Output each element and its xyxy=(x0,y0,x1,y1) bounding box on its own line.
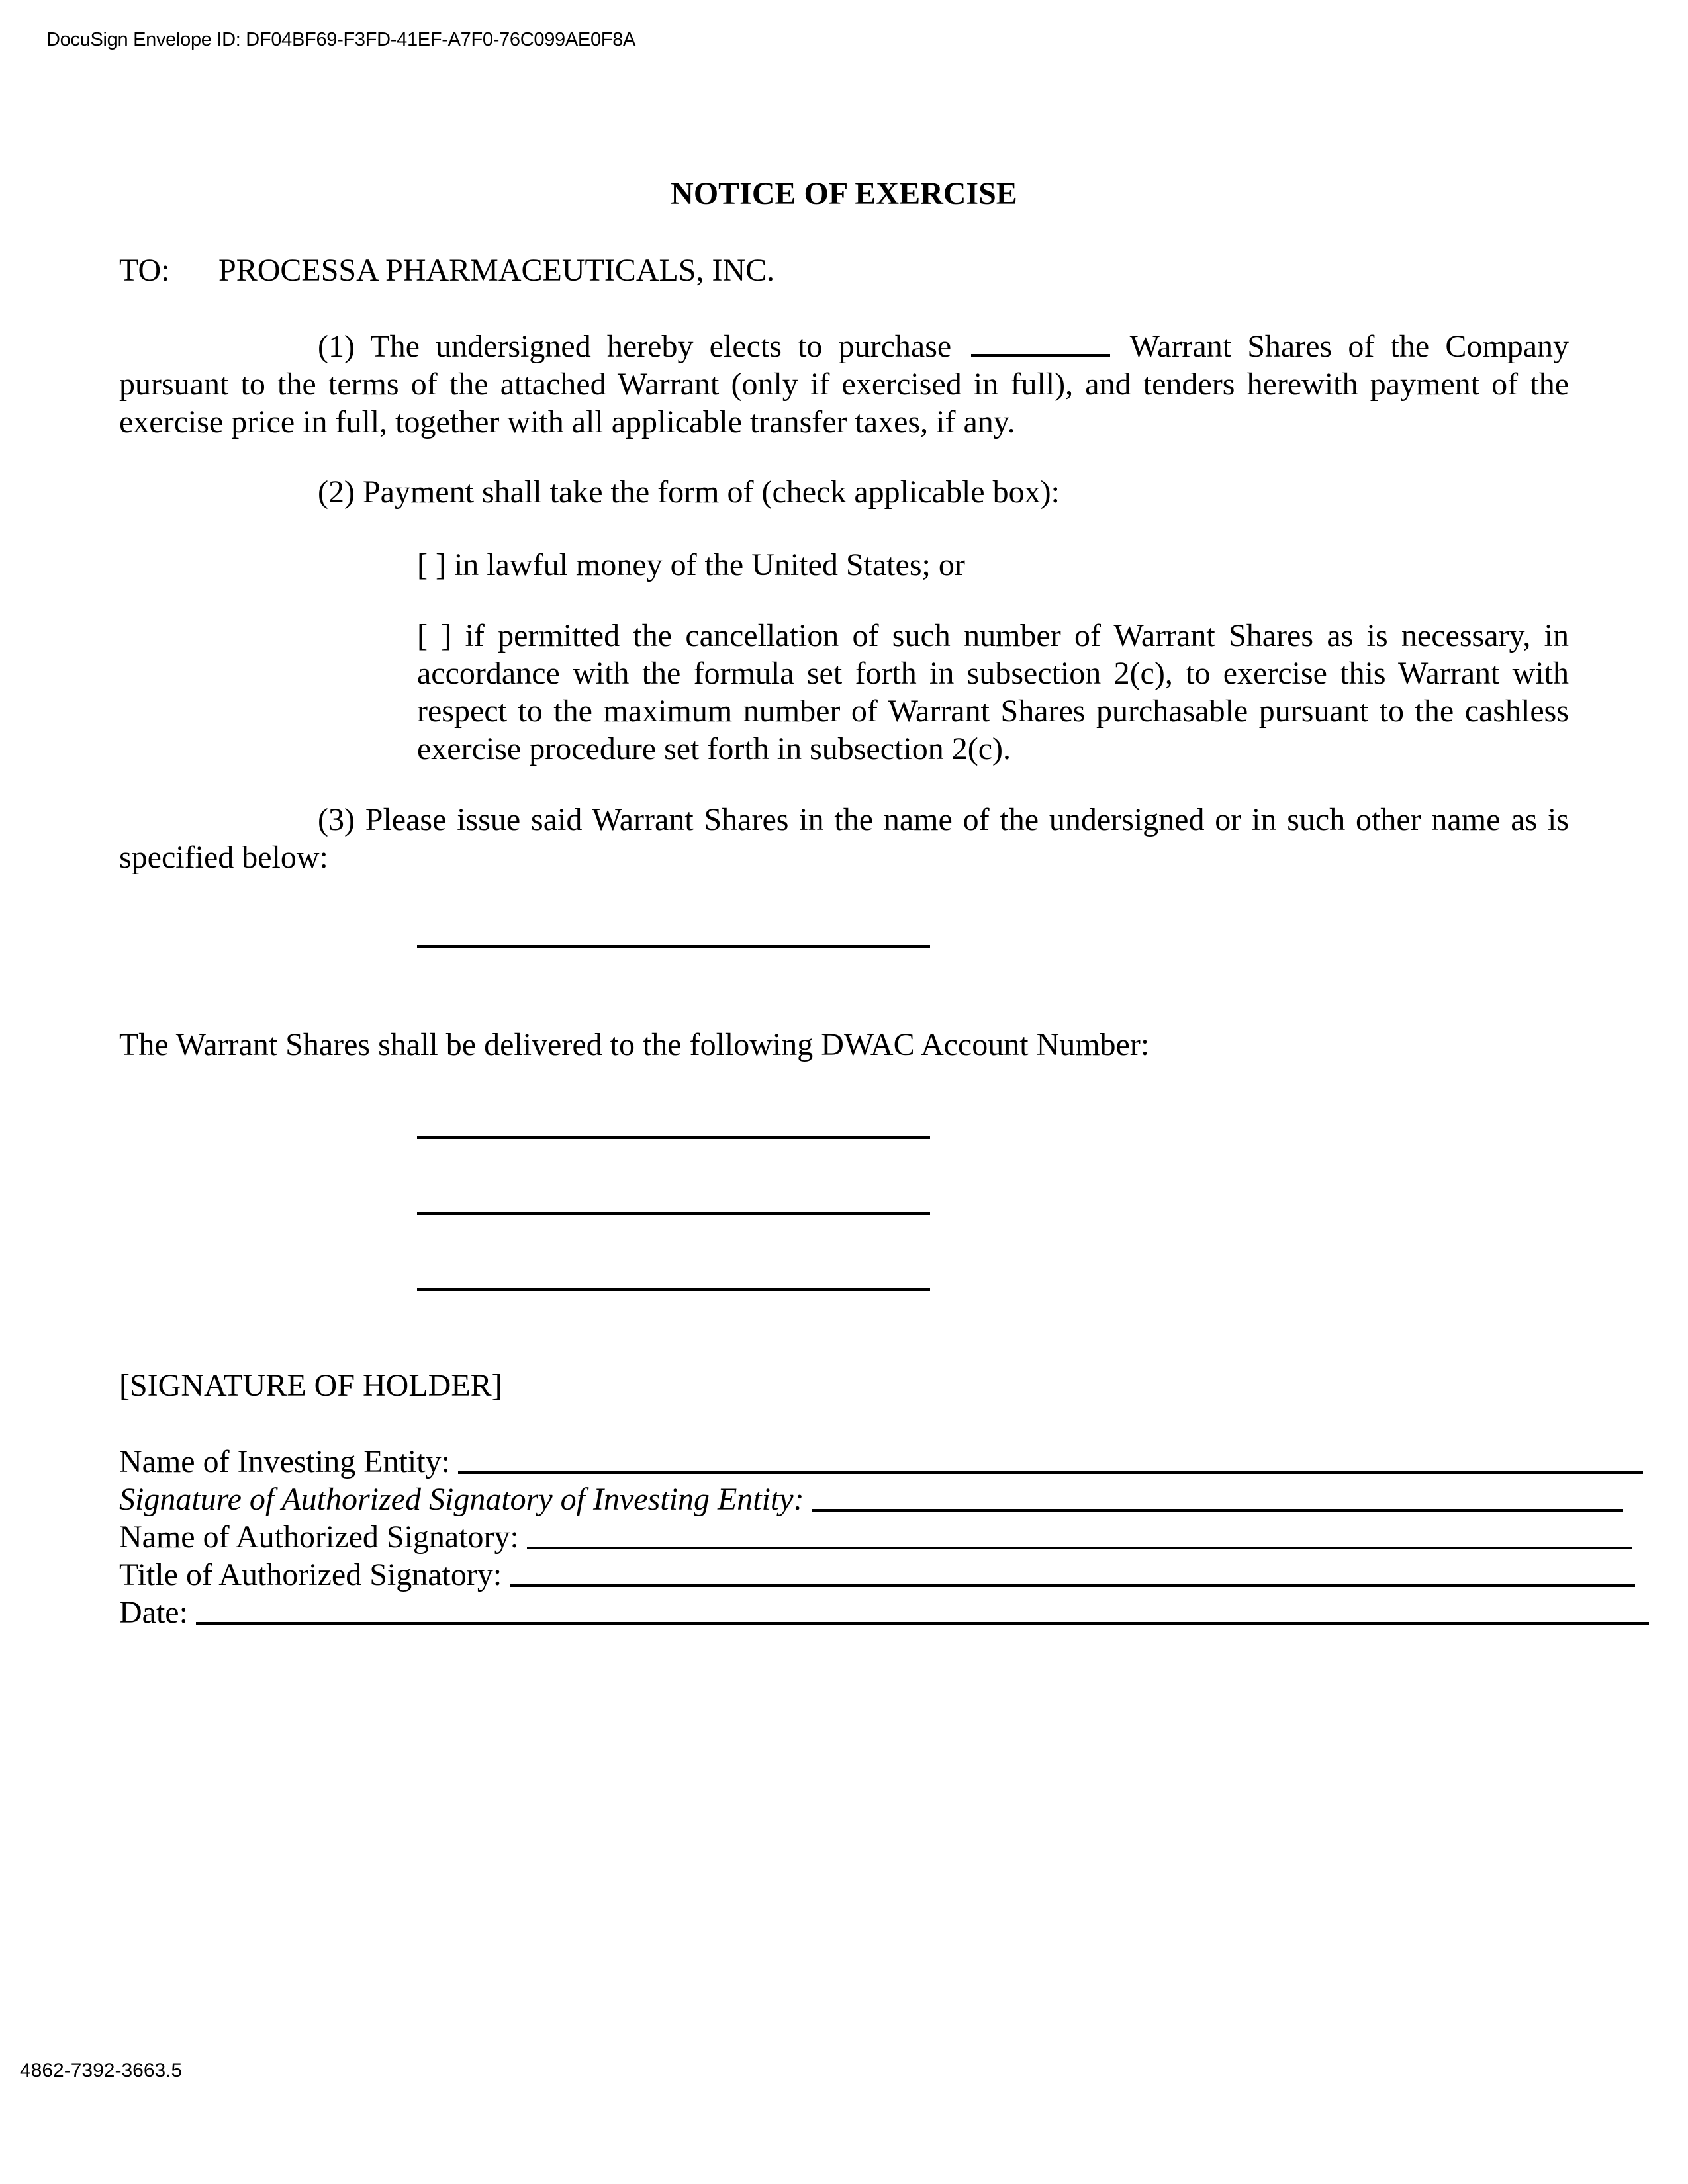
field-authorized-signatory-title xyxy=(119,1556,1635,1594)
issue-name-line[interactable] xyxy=(417,945,930,948)
signature-heading: [SIGNATURE OF HOLDER] xyxy=(119,1368,502,1403)
field-investing-entity-name xyxy=(119,1443,1643,1480)
investing-entity-name-input[interactable] xyxy=(458,1471,1643,1474)
dwac-line-2[interactable] xyxy=(417,1212,930,1215)
dwac-line-3[interactable] xyxy=(417,1288,930,1291)
envelope-id: DocuSign Envelope ID: DF04BF69-F3FD-41EF-A7F0-76C099AE0F8A xyxy=(46,29,636,50)
field-label: Title of Authorized Signatory: xyxy=(119,1557,502,1592)
payment-option-cashless xyxy=(417,617,1569,768)
paragraph-1-start: (1) The undersigned hereby elects to purchase xyxy=(318,329,952,364)
checkbox-cash[interactable]: [ ] xyxy=(417,547,446,582)
dwac-line-1[interactable] xyxy=(417,1136,930,1139)
authorized-signature-input[interactable] xyxy=(812,1509,1623,1512)
field-authorized-signatory-name xyxy=(119,1518,1632,1556)
payment-option-cash-text: in lawful money of the United States; or xyxy=(453,547,965,582)
paragraph-1 xyxy=(119,328,1569,441)
field-label: Signature of Authorized Signatory of Investing Entity: xyxy=(119,1482,804,1517)
document-number: 4862-7392-3663.5 xyxy=(20,2060,183,2081)
field-date xyxy=(119,1594,1649,1631)
authorized-signatory-name-input[interactable] xyxy=(527,1547,1632,1549)
checkbox-cashless[interactable]: [ ] xyxy=(417,618,452,653)
authorized-signatory-title-input[interactable] xyxy=(510,1584,1635,1587)
paragraph-2: (2) Payment shall take the form of (check applicable box): xyxy=(318,475,1060,510)
paragraph-3 xyxy=(119,801,1569,876)
dwac-instruction: The Warrant Shares shall be delivered to the following DWAC Account Number: xyxy=(119,1027,1150,1062)
addressee-label: TO: xyxy=(119,253,170,288)
field-authorized-signature xyxy=(119,1480,1623,1518)
payment-option-cashless-text: if permitted the cancellation of such number of Warrant Shares as is necessary, in accordance with the formula set forth in subsection 2(c), to exercise this Warrant with respect to the maximum number of Warrant Shares purchasable pursuant to the cashless exercise procedure set forth in subsection 2(c). xyxy=(417,618,1569,766)
share-count-field[interactable] xyxy=(971,328,1110,357)
page-title: NOTICE OF EXERCISE xyxy=(671,176,1017,211)
field-label: Name of Authorized Signatory: xyxy=(119,1520,519,1555)
date-input[interactable] xyxy=(196,1622,1649,1625)
field-label: Date: xyxy=(119,1595,188,1630)
paragraph-3-text: (3) Please issue said Warrant Shares in the name of the undersigned or in such other name as is specified below: xyxy=(119,802,1569,875)
field-label: Name of Investing Entity: xyxy=(119,1444,450,1479)
paragraph-1-end: Warrant Shares of the Company pursuant to the terms of the attached Warrant (only if exercised in full), and tenders herewith payment of the exercise price in full, together with all applicable transfer taxes, if any. xyxy=(119,329,1570,439)
payment-option-cash xyxy=(417,546,965,584)
addressee-name: PROCESSA PHARMACEUTICALS, INC. xyxy=(218,253,775,288)
